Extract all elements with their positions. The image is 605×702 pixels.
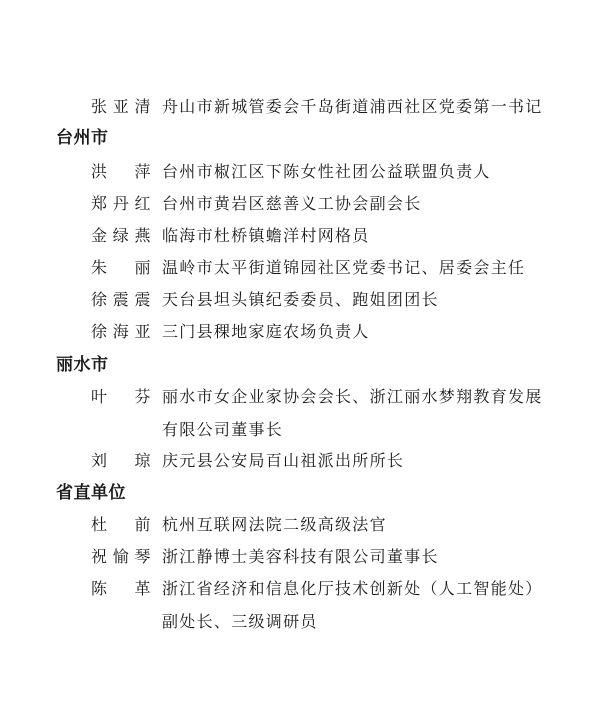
person-name: 祝愉琴 xyxy=(91,547,151,566)
person-name: 朱 丽 xyxy=(91,258,151,277)
person-name: 刘 琼 xyxy=(91,451,151,470)
section-heading-provincial-units: 省直单位 xyxy=(56,483,126,503)
person-name: 张亚清 xyxy=(91,97,151,116)
section-heading-lishui: 丽水市 xyxy=(56,355,109,375)
person-role: 杭州互联网法院二级高级法官 xyxy=(162,515,387,534)
person-role: 临海市杜桥镇蟾洋村网格员 xyxy=(162,226,370,245)
person-role: 台州市椒江区下陈女性社团公益联盟负责人 xyxy=(162,162,491,181)
person-role: 浙江静博士美容科技有限公司董事长 xyxy=(162,547,439,566)
person-name: 郑丹红 xyxy=(91,194,151,213)
person-role: 浙江省经济和信息化厅技术创新处（人工智能处）副处长、三级调研员 xyxy=(162,579,543,631)
person-role: 台州市黄岩区慈善义工协会副会长 xyxy=(162,194,422,213)
person-name: 徐海亚 xyxy=(91,322,151,341)
person-role: 天台县坦头镇纪委委员、跑姐团团长 xyxy=(162,290,439,309)
person-role: 丽水市女企业家协会会长、浙江丽水梦翔教育发展有限公司董事长 xyxy=(162,387,543,439)
person-name: 叶 芬 xyxy=(91,387,151,406)
person-role: 温岭市太平街道锦园社区党委书记、居委会主任 xyxy=(162,258,526,277)
person-role: 舟山市新城管委会千岛街道浦西社区党委第一书记 xyxy=(162,97,543,116)
section-heading-taizhou: 台州市 xyxy=(56,128,109,148)
person-name: 徐震震 xyxy=(91,290,151,309)
person-name: 陈 革 xyxy=(91,579,151,598)
person-name: 杜 前 xyxy=(91,515,151,534)
person-role: 三门县稞地家庭农场负责人 xyxy=(162,322,370,341)
person-role: 庆元县公安局百山祖派出所所长 xyxy=(162,451,405,470)
person-name: 金绿燕 xyxy=(91,226,151,245)
person-name: 洪 萍 xyxy=(91,162,151,181)
